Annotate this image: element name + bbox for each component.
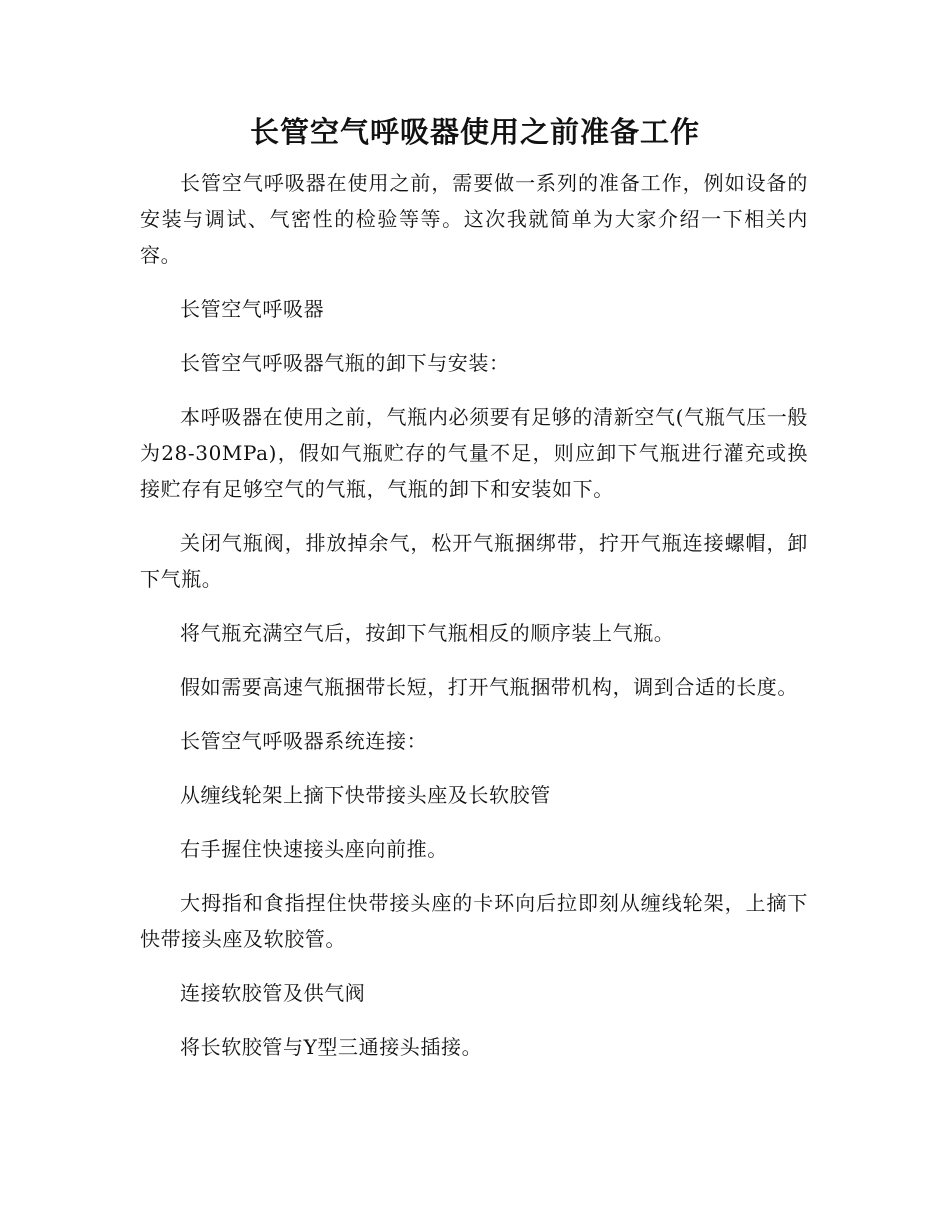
document-body [140,165,808,1083]
document-title: 长管空气呼吸器使用之前准备工作 [249,115,700,149]
section-heading-cylinder-install: 长管空气呼吸器气瓶的卸下与安装： [180,351,510,375]
paragraph-intro: 长管空气呼吸器在使用之前，需要做一系列的准备工作，例如设备的安装与调试、气密性的检验等等。这次我就简单为大家介绍一下相关内容。 [140,171,808,267]
paragraph-cylinder-pressure: 本呼吸器在使用之前，气瓶内必须要有足够的清新空气(气瓶气压一般为28-30MPa)，假如气瓶贮存的气量不足，则应卸下气瓶进行灌充或换接贮存有足够空气的气瓶，气瓶的卸下和安装如下。 [140,405,808,501]
paragraph-install-cylinder: 将气瓶充满空气后，按卸下气瓶相反的顺序装上气瓶。 [180,621,675,645]
section-heading-connect-valve: 连接软胶管及供气阀 [180,981,366,1005]
paragraph-adjust-strap: 假如需要高速气瓶捆带长短，打开气瓶捆带机构，调到合适的长度。 [180,675,798,699]
paragraph-push-connector: 右手握住快速接头座向前推。 [180,837,448,861]
paragraph-remove-hose: 从缠线轮架上摘下快带接头座及长软胶管 [180,783,551,807]
section-heading-respirator: 长管空气呼吸器 [180,297,325,321]
paragraph-remove-cylinder: 关闭气瓶阀，排放掉余气，松开气瓶捆绑带，拧开气瓶连接螺帽，卸下气瓶。 [140,531,808,591]
paragraph-pull-clip: 大拇指和食指捏住快带接头座的卡环向后拉即刻从缠线轮架，上摘下快带接头座及软胶管。 [140,891,808,951]
section-heading-system-connection: 长管空气呼吸器系统连接： [180,729,428,753]
paragraph-connect-y-joint: 将长软胶管与Y型三通接头插接。 [180,1035,483,1059]
